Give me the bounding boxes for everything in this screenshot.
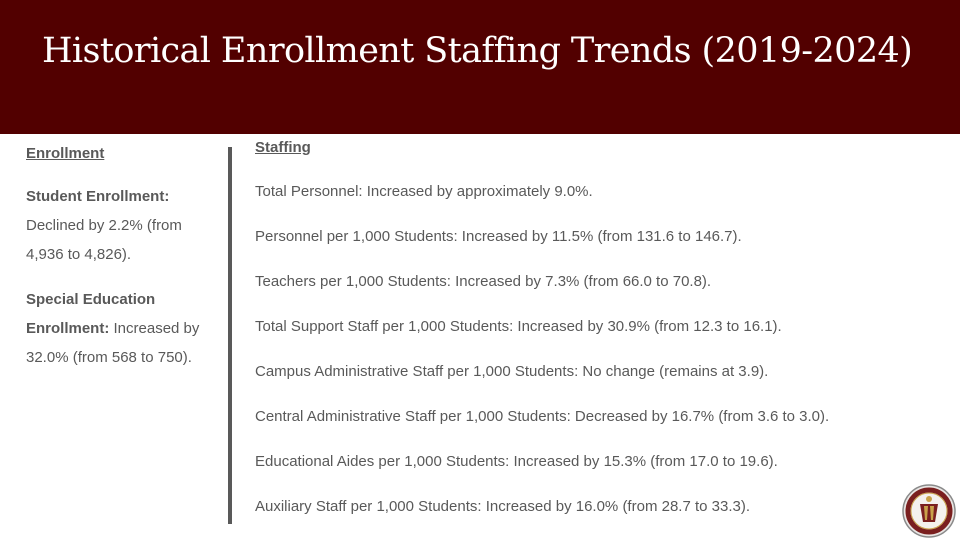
sped-enrollment-label: Special Education Enrollment: — [26, 291, 156, 337]
staffing-item-support-staff: Total Support Staff per 1,000 Students: Increased by 30.9% (from 12.3 to 16.1). — [255, 318, 782, 335]
staffing-column — [255, 137, 895, 515]
staffing-item-central-admin: Central Administrative Staff per 1,000 Students: Decreased by 16.7% (from 3.6 to 3.0). — [255, 408, 830, 425]
enrollment-column — [26, 139, 216, 372]
enrollment-heading: Enrollment — [26, 145, 105, 162]
sped-enrollment-paragraph — [26, 285, 216, 372]
staffing-item-total-personnel: Total Personnel: Increased by approximately 9.0%. — [255, 183, 593, 200]
staffing-item-educational-aides: Educational Aides per 1,000 Students: Increased by 15.3% (from 17.0 to 19.6). — [255, 453, 778, 470]
staffing-item-auxiliary-staff: Auxiliary Staff per 1,000 Students: Increased by 16.0% (from 28.7 to 33.3). — [255, 498, 750, 515]
sped-enrollment-text: Increased by 32.0% (from 568 to 750). — [26, 320, 200, 366]
student-enrollment-text: Declined by 2.2% (from 4,936 to 4,826). — [26, 217, 182, 263]
header-banner — [0, 0, 960, 134]
staffing-item-teachers-per-1000: Teachers per 1,000 Students: Increased by 7.3% (from 66.0 to 70.8). — [255, 273, 712, 290]
staffing-item-campus-admin: Campus Administrative Staff per 1,000 Students: No change (remains at 3.9). — [255, 363, 769, 380]
student-enrollment-paragraph — [26, 182, 216, 269]
student-enrollment-label: Student Enrollment: — [26, 188, 170, 205]
district-seal-icon — [902, 484, 956, 538]
page-title: Historical Enrollment Staffing Trends (2019-2024) — [42, 31, 913, 71]
column-divider — [228, 147, 232, 524]
staffing-item-personnel-per-1000: Personnel per 1,000 Students: Increased by 11.5% (from 131.6 to 146.7). — [255, 228, 742, 245]
staffing-heading: Staffing — [255, 139, 311, 156]
